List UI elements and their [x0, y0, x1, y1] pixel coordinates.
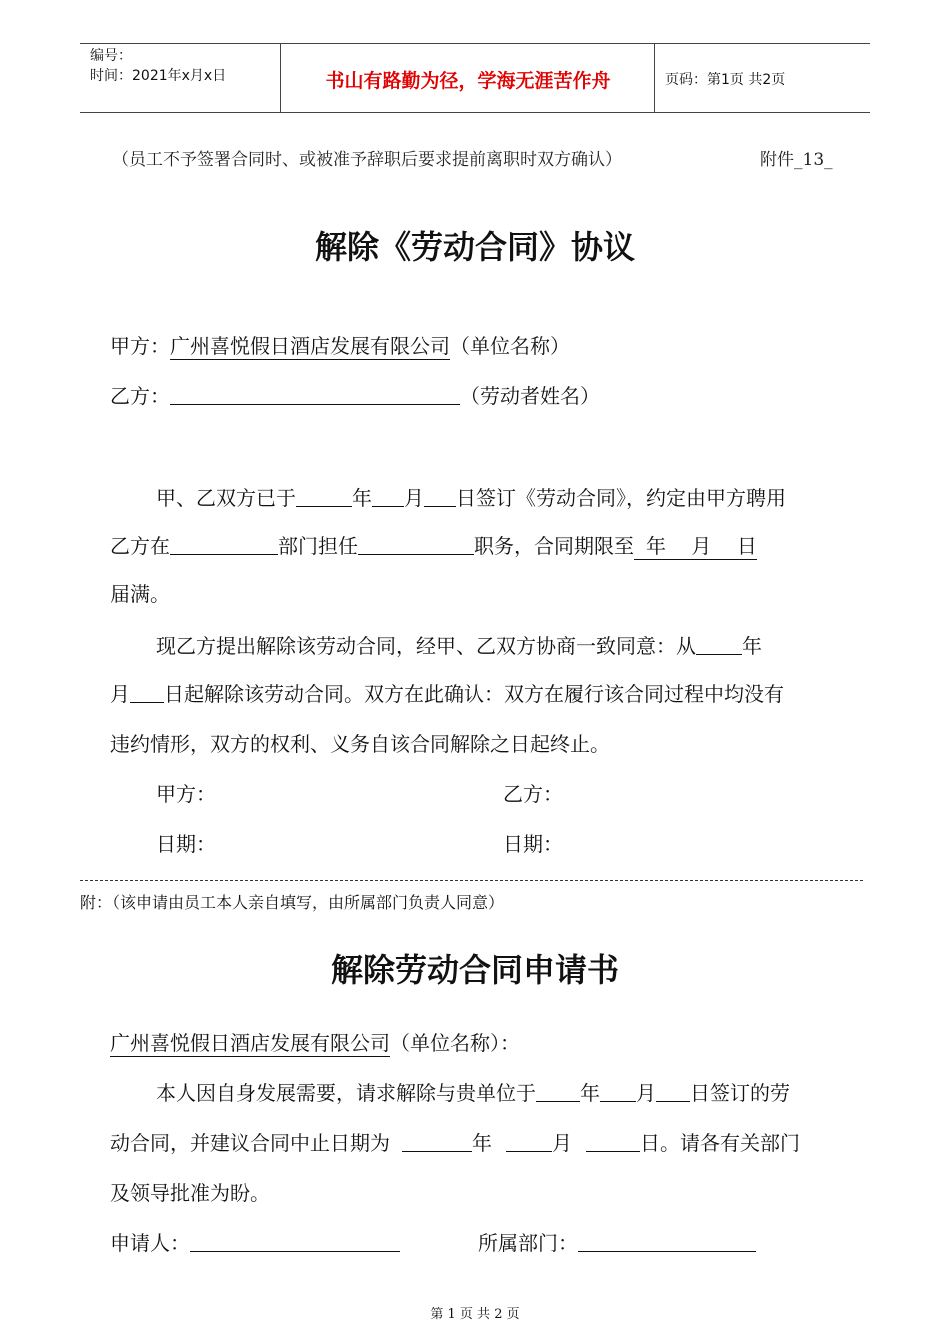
text: 日。请各有关部门: [640, 1131, 800, 1155]
application-para-line3: 及领导批准为盼。: [110, 1181, 270, 1205]
application-note: 附：（该申请由员工本人亲自填写，由所属部门负责人同意）: [80, 893, 505, 912]
year-blank[interactable]: [296, 488, 352, 507]
text: 本人因自身发展需要，请求解除与贵单位于: [156, 1081, 536, 1105]
text: 甲、乙双方已于: [156, 486, 296, 510]
text: 动合同，并建议合同中止日期为: [110, 1131, 390, 1155]
attachment-number: 附件_13_: [760, 150, 833, 170]
year-blank[interactable]: [402, 1133, 472, 1152]
header-divider: [654, 44, 655, 112]
time-label: 时间：2021年x月x日: [90, 68, 227, 84]
agreement-para1-line1: [156, 482, 786, 511]
month-blank[interactable]: [506, 1133, 552, 1152]
day-blank[interactable]: [656, 1083, 690, 1102]
document-header: [80, 43, 870, 113]
agreement-para1-line2: [110, 530, 757, 560]
agreement-para1-line3: 届满。: [110, 582, 170, 606]
company-name: 广州喜悦假日酒店发展有限公司: [110, 1027, 390, 1057]
text: 乙方在: [110, 534, 170, 558]
header-page-info: 页码：第1页 共2页: [665, 72, 786, 88]
text: 年: [742, 634, 762, 658]
party-b-label: 乙方：: [110, 384, 170, 408]
text: 月: [636, 1081, 656, 1105]
text: 日起解除该劳动合同。双方在此确认：双方在履行该合同过程中均没有: [164, 682, 784, 706]
party-a-line: [110, 330, 570, 360]
header-divider: [280, 44, 281, 112]
text: 部门担任: [278, 534, 358, 558]
year-blank[interactable]: [536, 1083, 580, 1102]
number-label: 编号：: [90, 48, 132, 64]
agreement-note: （员工不予签署合同时、或被准予辞职后要求提前离职时双方确认）: [112, 150, 622, 170]
day-blank[interactable]: [586, 1133, 640, 1152]
month-blank[interactable]: [600, 1083, 636, 1102]
header-motto: 书山有路勤为径，学海无涯苦作舟: [325, 70, 611, 92]
text: 日签订的劳: [690, 1081, 790, 1105]
text: 月: [110, 682, 130, 706]
department-line: [478, 1227, 756, 1256]
application-para-line1: [156, 1077, 790, 1106]
text: 日签订《劳动合同》，约定由甲方聘用: [456, 486, 786, 510]
text: 月: [404, 486, 424, 510]
position-blank[interactable]: [358, 536, 474, 555]
company-suffix: （单位名称）：: [390, 1031, 520, 1055]
text: 现乙方提出解除该劳动合同，经甲、乙双方协商一致同意：从: [156, 634, 696, 658]
date-party-b: 日期：: [503, 832, 563, 856]
term-end-date[interactable]: 年 月 日: [634, 530, 757, 560]
application-para-line2: [110, 1127, 800, 1156]
text: 年: [352, 486, 372, 510]
month-blank[interactable]: [372, 488, 404, 507]
day-blank[interactable]: [424, 488, 456, 507]
applicant-label: 申请人：: [110, 1231, 190, 1255]
application-addressee: [110, 1027, 520, 1057]
sign-party-b: 乙方：: [503, 782, 563, 806]
page-footer: 第 1 页 共 2 页: [430, 1307, 520, 1322]
department-blank[interactable]: [578, 1233, 756, 1252]
party-b-suffix: （劳动者姓名）: [460, 384, 600, 408]
section-divider: [80, 880, 863, 881]
date-party-a: 日期：: [156, 832, 216, 856]
department-blank[interactable]: [170, 536, 278, 555]
agreement-title: 解除《劳动合同》协议: [314, 228, 635, 266]
applicant-blank[interactable]: [190, 1233, 400, 1252]
party-a-suffix: （单位名称）: [450, 334, 570, 358]
agreement-para2-line3: 违约情形，双方的权利、义务自该合同解除之日起终止。: [110, 732, 610, 756]
sign-party-a: 甲方：: [156, 782, 216, 806]
year-blank[interactable]: [696, 636, 742, 655]
party-a-name: 广州喜悦假日酒店发展有限公司: [170, 330, 450, 360]
applicant-line: [110, 1227, 400, 1256]
party-a-label: 甲方：: [110, 334, 170, 358]
agreement-para2-line2: [110, 678, 784, 707]
text: 职务，合同期限至: [474, 534, 634, 558]
text: 月: [552, 1131, 572, 1155]
party-b-blank[interactable]: [170, 386, 460, 405]
text: 年: [472, 1131, 492, 1155]
party-b-line: [110, 380, 600, 409]
day-blank[interactable]: [130, 684, 164, 703]
department-label: 所属部门：: [478, 1231, 578, 1255]
header-meta: [90, 46, 226, 86]
application-title: 解除劳动合同申请书: [330, 951, 619, 989]
text: 年: [580, 1081, 600, 1105]
agreement-para2-line1: [156, 630, 762, 659]
